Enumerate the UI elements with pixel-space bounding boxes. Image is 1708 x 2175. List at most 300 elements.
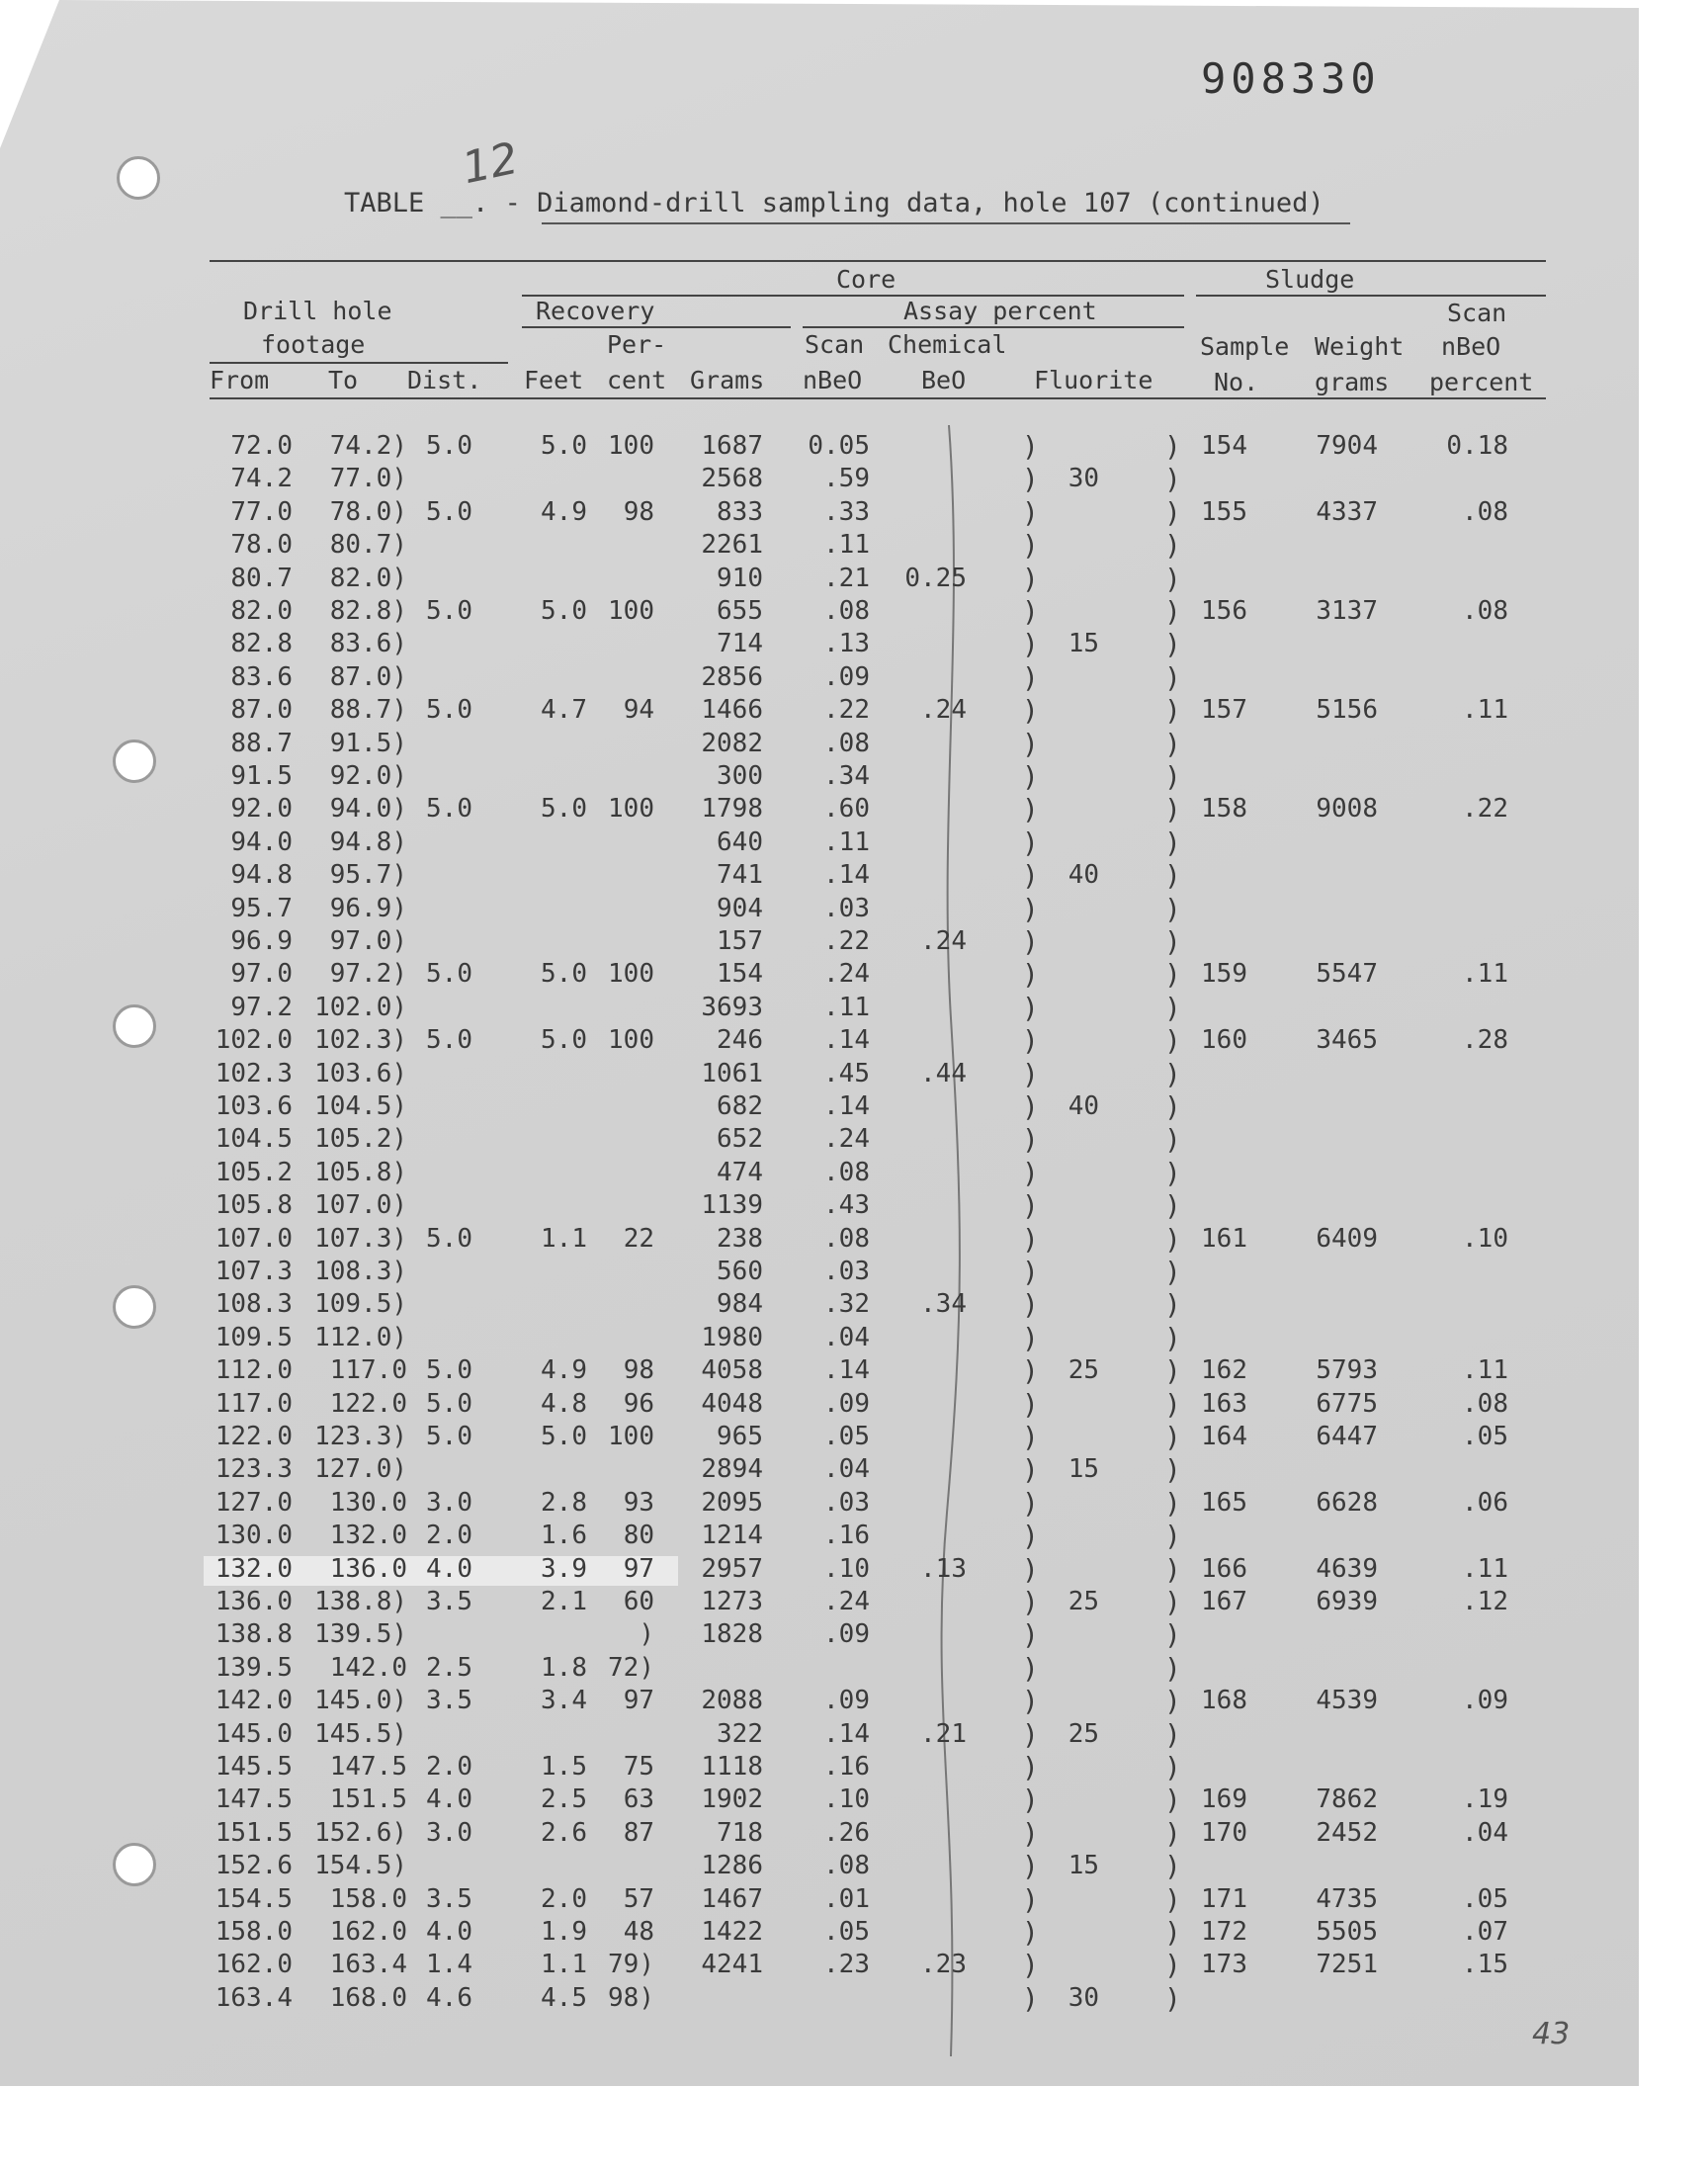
cell-to: 108.3) <box>314 1257 407 1286</box>
cell-sludge-scan: .07 <box>1462 1917 1508 1947</box>
cell-feet: 4.9 <box>541 496 587 527</box>
cell-scan-nbeo: .24 <box>823 1124 870 1155</box>
cell-grams: 154 <box>717 959 763 990</box>
cell-percent: ) <box>639 1619 654 1650</box>
cell-percent: 94 <box>623 695 654 726</box>
cell-weight: 7904 <box>1316 431 1378 461</box>
cell-weight: 5793 <box>1316 1355 1378 1386</box>
cell-sludge-scan: .06 <box>1462 1487 1508 1518</box>
cell-grams: 714 <box>717 629 763 659</box>
header-weight-grams: grams <box>1315 368 1390 396</box>
cell-sample-no: 170 <box>1201 1817 1247 1848</box>
cell-grams: 246 <box>717 1025 763 1056</box>
cell-scan-nbeo: .11 <box>823 992 870 1022</box>
fluorite-bracket-left: ) <box>1022 595 1039 628</box>
cell-sample-no: 166 <box>1201 1553 1247 1584</box>
cell-to: 151.5 <box>329 1784 407 1815</box>
cell-grams: 2568 <box>701 464 763 494</box>
table-title <box>344 188 1324 218</box>
cell-grams: 4241 <box>701 1950 763 1980</box>
header-grams: Grams <box>690 366 765 394</box>
cell-grams: 652 <box>717 1124 763 1155</box>
cell-sample-no: 155 <box>1201 496 1247 527</box>
cell-scan-nbeo: .43 <box>823 1190 870 1221</box>
cell-fluorite: 40 <box>1068 860 1099 891</box>
cell-to: 95.7) <box>329 860 407 891</box>
header-beo: BeO <box>921 366 967 394</box>
cell-from: 102.3 <box>214 1058 293 1088</box>
punch-hole <box>113 740 156 783</box>
cell-fluorite: 15 <box>1068 1851 1099 1881</box>
cell-percent: 22 <box>623 1223 654 1254</box>
cell-feet: 1.1 <box>541 1223 587 1254</box>
cell-scan-nbeo: .16 <box>823 1752 870 1782</box>
cell-percent: 100 <box>608 959 654 990</box>
cell-percent: 100 <box>608 431 654 461</box>
cell-dist: 4.0 <box>426 1784 472 1815</box>
fluorite-bracket-right: ) <box>1164 1949 1181 1982</box>
cell-scan-nbeo: .10 <box>823 1784 870 1815</box>
fluorite-bracket-right: ) <box>1164 1552 1181 1586</box>
cell-to: 105.8) <box>314 1157 407 1187</box>
cell-weight: 6409 <box>1316 1223 1378 1254</box>
title-text: Diamond-drill sampling data, hole 107 (continued) <box>537 188 1324 218</box>
cell-from: 94.0 <box>230 826 293 857</box>
cell-from: 91.5 <box>230 761 293 791</box>
cell-scan-nbeo: .01 <box>823 1883 870 1914</box>
cell-from: 82.0 <box>230 596 293 626</box>
cell-percent: 97 <box>623 1553 654 1584</box>
punch-hole <box>113 1004 156 1048</box>
cell-grams: 4058 <box>701 1355 763 1386</box>
cell-to: 96.9) <box>329 893 407 923</box>
cell-feet: 2.6 <box>541 1817 587 1848</box>
fluorite-bracket-left: ) <box>1022 1916 1039 1949</box>
fluorite-bracket-right: ) <box>1164 925 1181 958</box>
cell-dist: 5.0 <box>426 1388 472 1419</box>
fluorite-bracket-right: ) <box>1164 727 1181 760</box>
cell-dist: 5.0 <box>426 1223 472 1254</box>
cell-dist: 5.0 <box>426 496 472 527</box>
fluorite-bracket-left: ) <box>1022 1256 1039 1288</box>
cell-weight: 6939 <box>1316 1587 1378 1616</box>
cell-to: 107.0) <box>314 1190 407 1221</box>
cell-to: 104.5) <box>314 1091 407 1121</box>
cell-from: 127.0 <box>214 1487 293 1518</box>
cell-grams: 2957 <box>701 1553 763 1584</box>
cell-grams: 4048 <box>701 1388 763 1419</box>
fluorite-bracket-right: ) <box>1164 1486 1181 1520</box>
cell-scan-nbeo: .08 <box>823 1157 870 1187</box>
cell-to: 154.5) <box>314 1851 407 1881</box>
cell-to: 92.0) <box>329 761 407 791</box>
cell-from: 123.3 <box>214 1454 293 1485</box>
fluorite-bracket-right: ) <box>1164 495 1181 529</box>
cell-dist: 5.0 <box>426 1025 472 1056</box>
cell-grams: 965 <box>717 1422 763 1451</box>
cell-scan-nbeo: .14 <box>823 1091 870 1121</box>
cell-to: 103.6) <box>314 1058 407 1088</box>
cell-sludge-scan: .28 <box>1462 1025 1508 1056</box>
cell-scan-nbeo: .04 <box>823 1322 870 1352</box>
cell-from: 139.5 <box>214 1652 293 1683</box>
cell-from: 105.8 <box>214 1190 293 1221</box>
header-chemical: Chemical <box>888 330 1007 359</box>
cell-percent: 97 <box>623 1686 654 1716</box>
fluorite-bracket-left: ) <box>1022 1717 1039 1751</box>
header-feet: Feet <box>524 366 584 394</box>
cell-percent: 72) <box>608 1652 654 1683</box>
cell-to: 102.0) <box>314 992 407 1022</box>
fluorite-bracket-right: ) <box>1164 1816 1181 1850</box>
cell-dist: 5.0 <box>426 596 472 626</box>
cell-grams: 1687 <box>701 431 763 461</box>
fluorite-bracket-left: ) <box>1022 793 1039 826</box>
fluorite-bracket-right: ) <box>1164 892 1181 925</box>
cell-percent: 80 <box>623 1521 654 1551</box>
fluorite-bracket-left: ) <box>1022 1354 1039 1388</box>
header-assay-percent: Assay percent <box>903 297 1097 325</box>
cell-grams: 2088 <box>701 1686 763 1716</box>
footage-rule <box>210 362 508 364</box>
cell-to: 142.0 <box>329 1652 407 1683</box>
cell-feet: 4.9 <box>541 1355 587 1386</box>
cell-feet: 2.8 <box>541 1487 587 1518</box>
fluorite-bracket-left: ) <box>1022 660 1039 694</box>
cell-weight: 5156 <box>1316 695 1378 726</box>
fluorite-bracket-left: ) <box>1022 1520 1039 1553</box>
fluorite-bracket-right: ) <box>1164 1222 1181 1256</box>
cell-grams: 1061 <box>701 1058 763 1088</box>
cell-feet: 1.1 <box>541 1950 587 1980</box>
cell-sludge-scan: .11 <box>1462 695 1508 726</box>
cell-sample-no: 167 <box>1201 1587 1247 1616</box>
fluorite-bracket-left: ) <box>1022 529 1039 563</box>
cell-weight: 3137 <box>1316 596 1378 626</box>
cell-sludge-scan: .05 <box>1462 1422 1508 1451</box>
cell-to: 158.0 <box>329 1883 407 1914</box>
cell-fluorite: 30 <box>1068 1982 1099 2013</box>
fluorite-bracket-right: ) <box>1164 1882 1181 1916</box>
cell-percent: 57 <box>623 1883 654 1914</box>
cell-sludge-scan: .11 <box>1462 1355 1508 1386</box>
cell-from: 152.6 <box>214 1851 293 1881</box>
cell-chemical-beo: .24 <box>920 926 967 956</box>
fluorite-bracket-left: ) <box>1022 1288 1039 1322</box>
cell-scan-nbeo: .34 <box>823 761 870 791</box>
cell-grams: 1466 <box>701 695 763 726</box>
cell-sample-no: 164 <box>1201 1422 1247 1451</box>
cell-from: 109.5 <box>214 1322 293 1352</box>
cell-from: 77.0 <box>230 496 293 527</box>
cell-from: 105.2 <box>214 1157 293 1187</box>
cell-grams: 1118 <box>701 1752 763 1782</box>
cell-feet: 3.9 <box>541 1553 587 1584</box>
cell-grams: 560 <box>717 1257 763 1286</box>
cell-to: 109.5) <box>314 1289 407 1320</box>
cell-to: 107.3) <box>314 1223 407 1254</box>
fluorite-bracket-left: ) <box>1022 1981 1039 2015</box>
cell-to: 97.2) <box>329 959 407 990</box>
cell-scan-nbeo: .11 <box>823 530 870 561</box>
header-sample: Sample <box>1200 332 1290 361</box>
fluorite-bracket-right: ) <box>1164 958 1181 992</box>
cell-from: 151.5 <box>214 1817 293 1848</box>
cell-scan-nbeo: .09 <box>823 1686 870 1716</box>
header-per: Per- <box>607 330 667 359</box>
cell-weight: 6628 <box>1316 1487 1378 1518</box>
header-drill-hole: Drill hole <box>243 297 392 325</box>
cell-to: 83.6) <box>329 629 407 659</box>
cell-sludge-scan: 0.18 <box>1446 431 1508 461</box>
cell-feet: 1.8 <box>541 1652 587 1683</box>
cell-fluorite: 25 <box>1068 1587 1099 1616</box>
fluorite-bracket-left: ) <box>1022 1816 1039 1850</box>
cell-scan-nbeo: .09 <box>823 1619 870 1650</box>
cell-sample-no: 168 <box>1201 1686 1247 1716</box>
fluorite-bracket-left: ) <box>1022 892 1039 925</box>
cell-weight: 7862 <box>1316 1784 1378 1815</box>
header-sludge-nbeo: nBeO <box>1441 332 1501 361</box>
cell-scan-nbeo: .24 <box>823 1587 870 1616</box>
cell-from: 132.0 <box>214 1553 293 1584</box>
fluorite-bracket-right: ) <box>1164 1784 1181 1817</box>
cell-fluorite: 25 <box>1068 1718 1099 1749</box>
fluorite-bracket-left: ) <box>1022 826 1039 859</box>
header-recovery: Recovery <box>536 297 655 325</box>
fluorite-bracket-right: ) <box>1164 430 1181 463</box>
cell-percent: 100 <box>608 794 654 825</box>
cell-from: 108.3 <box>214 1289 293 1320</box>
cell-fluorite: 25 <box>1068 1355 1099 1386</box>
cell-feet: 5.0 <box>541 431 587 461</box>
fluorite-bracket-right: ) <box>1164 1421 1181 1453</box>
cell-from: 94.8 <box>230 860 293 891</box>
cell-grams: 238 <box>717 1223 763 1254</box>
fluorite-bracket-left: ) <box>1022 1618 1039 1652</box>
cell-to: 145.0) <box>314 1686 407 1716</box>
cell-to: 152.6) <box>314 1817 407 1848</box>
cell-from: 158.0 <box>214 1917 293 1947</box>
cell-to: 80.7) <box>329 530 407 561</box>
cell-from: 92.0 <box>230 794 293 825</box>
header-to: To <box>328 366 359 394</box>
header-core: Core <box>836 265 897 294</box>
fluorite-bracket-left: ) <box>1022 1189 1039 1223</box>
cell-dist: 4.0 <box>426 1553 472 1584</box>
cell-dist: 5.0 <box>426 431 472 461</box>
cell-to: 163.4 <box>329 1950 407 1980</box>
cell-weight: 4639 <box>1316 1553 1378 1584</box>
cell-grams: 904 <box>717 893 763 923</box>
cell-grams: 718 <box>717 1817 763 1848</box>
cell-fluorite: 30 <box>1068 464 1099 494</box>
punch-hole <box>113 1843 156 1886</box>
cell-dist: 2.5 <box>426 1652 472 1683</box>
fluorite-bracket-right: ) <box>1164 1057 1181 1090</box>
fluorite-bracket-left: ) <box>1022 628 1039 661</box>
cell-scan-nbeo: .03 <box>823 893 870 923</box>
punch-hole <box>113 1285 156 1329</box>
header-from: From <box>210 366 270 394</box>
cell-weight: 9008 <box>1316 794 1378 825</box>
cell-grams: 322 <box>717 1718 763 1749</box>
cell-dist: 5.0 <box>426 1355 472 1386</box>
fluorite-bracket-right: ) <box>1164 463 1181 496</box>
fluorite-bracket-right: ) <box>1164 1520 1181 1553</box>
cell-grams: 2095 <box>701 1487 763 1518</box>
cell-dist: 5.0 <box>426 959 472 990</box>
cell-scan-nbeo: .21 <box>823 563 870 593</box>
cell-from: 145.5 <box>214 1752 293 1782</box>
cell-from: 107.3 <box>214 1257 293 1286</box>
fluorite-bracket-right: ) <box>1164 1453 1181 1487</box>
fluorite-bracket-left: ) <box>1022 1123 1039 1157</box>
cell-from: 163.4 <box>214 1982 293 2013</box>
cell-weight: 4735 <box>1316 1883 1378 1914</box>
fluorite-bracket-right: ) <box>1164 1354 1181 1388</box>
cell-scan-nbeo: .23 <box>823 1950 870 1980</box>
cell-scan-nbeo: .08 <box>823 1223 870 1254</box>
cell-percent: 75 <box>623 1752 654 1782</box>
cell-scan-nbeo: .22 <box>823 695 870 726</box>
cell-grams: 833 <box>717 496 763 527</box>
cell-to: 112.0) <box>314 1322 407 1352</box>
cell-dist: 2.0 <box>426 1521 472 1551</box>
cell-percent: 87 <box>623 1817 654 1848</box>
cell-scan-nbeo: .45 <box>823 1058 870 1088</box>
cell-percent: 98 <box>623 1355 654 1386</box>
cell-sample-no: 163 <box>1201 1388 1247 1419</box>
header-weight: Weight <box>1315 332 1405 361</box>
fluorite-bracket-left: ) <box>1022 925 1039 958</box>
fluorite-bracket-left: ) <box>1022 1387 1039 1421</box>
cell-grams: 1214 <box>701 1521 763 1551</box>
cell-to: 123.3) <box>314 1422 407 1451</box>
header-scan: Scan <box>805 330 865 359</box>
cell-to: 74.2) <box>329 431 407 461</box>
cell-from: 74.2 <box>230 464 293 494</box>
cell-from: 154.5 <box>214 1883 293 1914</box>
cell-to: 117.0 <box>329 1355 407 1386</box>
cell-sludge-scan: .10 <box>1462 1223 1508 1254</box>
cell-feet: 2.5 <box>541 1784 587 1815</box>
cell-from: 72.0 <box>230 431 293 461</box>
cell-to: 147.5 <box>329 1752 407 1782</box>
cell-from: 88.7 <box>230 728 293 758</box>
cell-scan-nbeo: .09 <box>823 1388 870 1419</box>
assay-rule <box>803 326 1184 328</box>
cell-percent: 96 <box>623 1388 654 1419</box>
fluorite-bracket-left: ) <box>1022 1156 1039 1189</box>
cell-to: 122.0 <box>329 1388 407 1419</box>
cell-scan-nbeo: .10 <box>823 1553 870 1584</box>
fluorite-bracket-right: ) <box>1164 1123 1181 1157</box>
cell-feet: 4.7 <box>541 695 587 726</box>
fluorite-bracket-left: ) <box>1022 1949 1039 1982</box>
cell-from: 112.0 <box>214 1355 293 1386</box>
fluorite-bracket-right: ) <box>1164 1288 1181 1322</box>
fluorite-bracket-right: ) <box>1164 562 1181 595</box>
cell-weight: 2452 <box>1316 1817 1378 1848</box>
cell-to: 82.0) <box>329 563 407 593</box>
cell-from: 138.8 <box>214 1619 293 1650</box>
cell-sample-no: 171 <box>1201 1883 1247 1914</box>
cell-percent: 100 <box>608 1025 654 1056</box>
title-underline <box>542 222 1350 224</box>
cell-grams: 2261 <box>701 530 763 561</box>
fluorite-bracket-right: ) <box>1164 694 1181 728</box>
document-number: 908330 <box>1201 54 1381 103</box>
cell-chemical-beo: .34 <box>920 1289 967 1320</box>
cell-grams: 1798 <box>701 794 763 825</box>
fluorite-bracket-right: ) <box>1164 1189 1181 1223</box>
table-top-rule <box>210 260 1546 262</box>
fluorite-bracket-left: ) <box>1022 1651 1039 1685</box>
cell-chemical-beo: .24 <box>920 695 967 726</box>
fluorite-bracket-left: ) <box>1022 1850 1039 1883</box>
cell-from: 103.6 <box>214 1091 293 1121</box>
header-cent: cent <box>607 366 667 394</box>
cell-dist: 4.0 <box>426 1917 472 1947</box>
cell-feet: 1.6 <box>541 1521 587 1551</box>
fluorite-bracket-right: ) <box>1164 628 1181 661</box>
cell-to: 82.8) <box>329 596 407 626</box>
cell-scan-nbeo: .08 <box>823 596 870 626</box>
fluorite-bracket-right: ) <box>1164 1156 1181 1189</box>
cell-grams: 1422 <box>701 1917 763 1947</box>
fluorite-bracket-right: ) <box>1164 1024 1181 1058</box>
fluorite-bracket-right: ) <box>1164 826 1181 859</box>
cell-weight: 6775 <box>1316 1388 1378 1419</box>
cell-chemical-beo: 0.25 <box>904 563 967 593</box>
cell-dist: 1.4 <box>426 1950 472 1980</box>
cell-from: 104.5 <box>214 1124 293 1155</box>
fluorite-bracket-left: ) <box>1022 991 1039 1024</box>
fluorite-bracket-right: ) <box>1164 1387 1181 1421</box>
cell-scan-nbeo: .14 <box>823 860 870 891</box>
cell-from: 136.0 <box>214 1587 293 1616</box>
cell-weight: 5547 <box>1316 959 1378 990</box>
cell-to: 97.0) <box>329 926 407 956</box>
fluorite-bracket-left: ) <box>1022 1321 1039 1354</box>
fluorite-bracket-right: ) <box>1164 1916 1181 1949</box>
fluorite-bracket-right: ) <box>1164 660 1181 694</box>
fluorite-bracket-right: ) <box>1164 1586 1181 1618</box>
cell-to: 105.2) <box>314 1124 407 1155</box>
cell-feet: 1.9 <box>541 1917 587 1947</box>
fluorite-bracket-left: ) <box>1022 1685 1039 1718</box>
fluorite-bracket-left: ) <box>1022 1421 1039 1453</box>
cell-grams: 1273 <box>701 1587 763 1616</box>
cell-to: 94.0) <box>329 794 407 825</box>
punch-hole <box>117 156 160 200</box>
fluorite-bracket-right: ) <box>1164 1090 1181 1123</box>
cell-scan-nbeo: .05 <box>823 1422 870 1451</box>
cell-from: 102.0 <box>214 1025 293 1056</box>
cell-scan-nbeo: .59 <box>823 464 870 494</box>
header-sludge-percent: percent <box>1429 368 1534 396</box>
cell-dist: 5.0 <box>426 794 472 825</box>
fluorite-bracket-right: ) <box>1164 529 1181 563</box>
cell-feet: 5.0 <box>541 1422 587 1451</box>
fluorite-bracket-right: ) <box>1164 1651 1181 1685</box>
fluorite-bracket-right: ) <box>1164 760 1181 793</box>
fluorite-bracket-right: ) <box>1164 1321 1181 1354</box>
cell-grams: 2082 <box>701 728 763 758</box>
cell-percent: 93 <box>623 1487 654 1518</box>
header-sludge: Sludge <box>1265 265 1355 294</box>
